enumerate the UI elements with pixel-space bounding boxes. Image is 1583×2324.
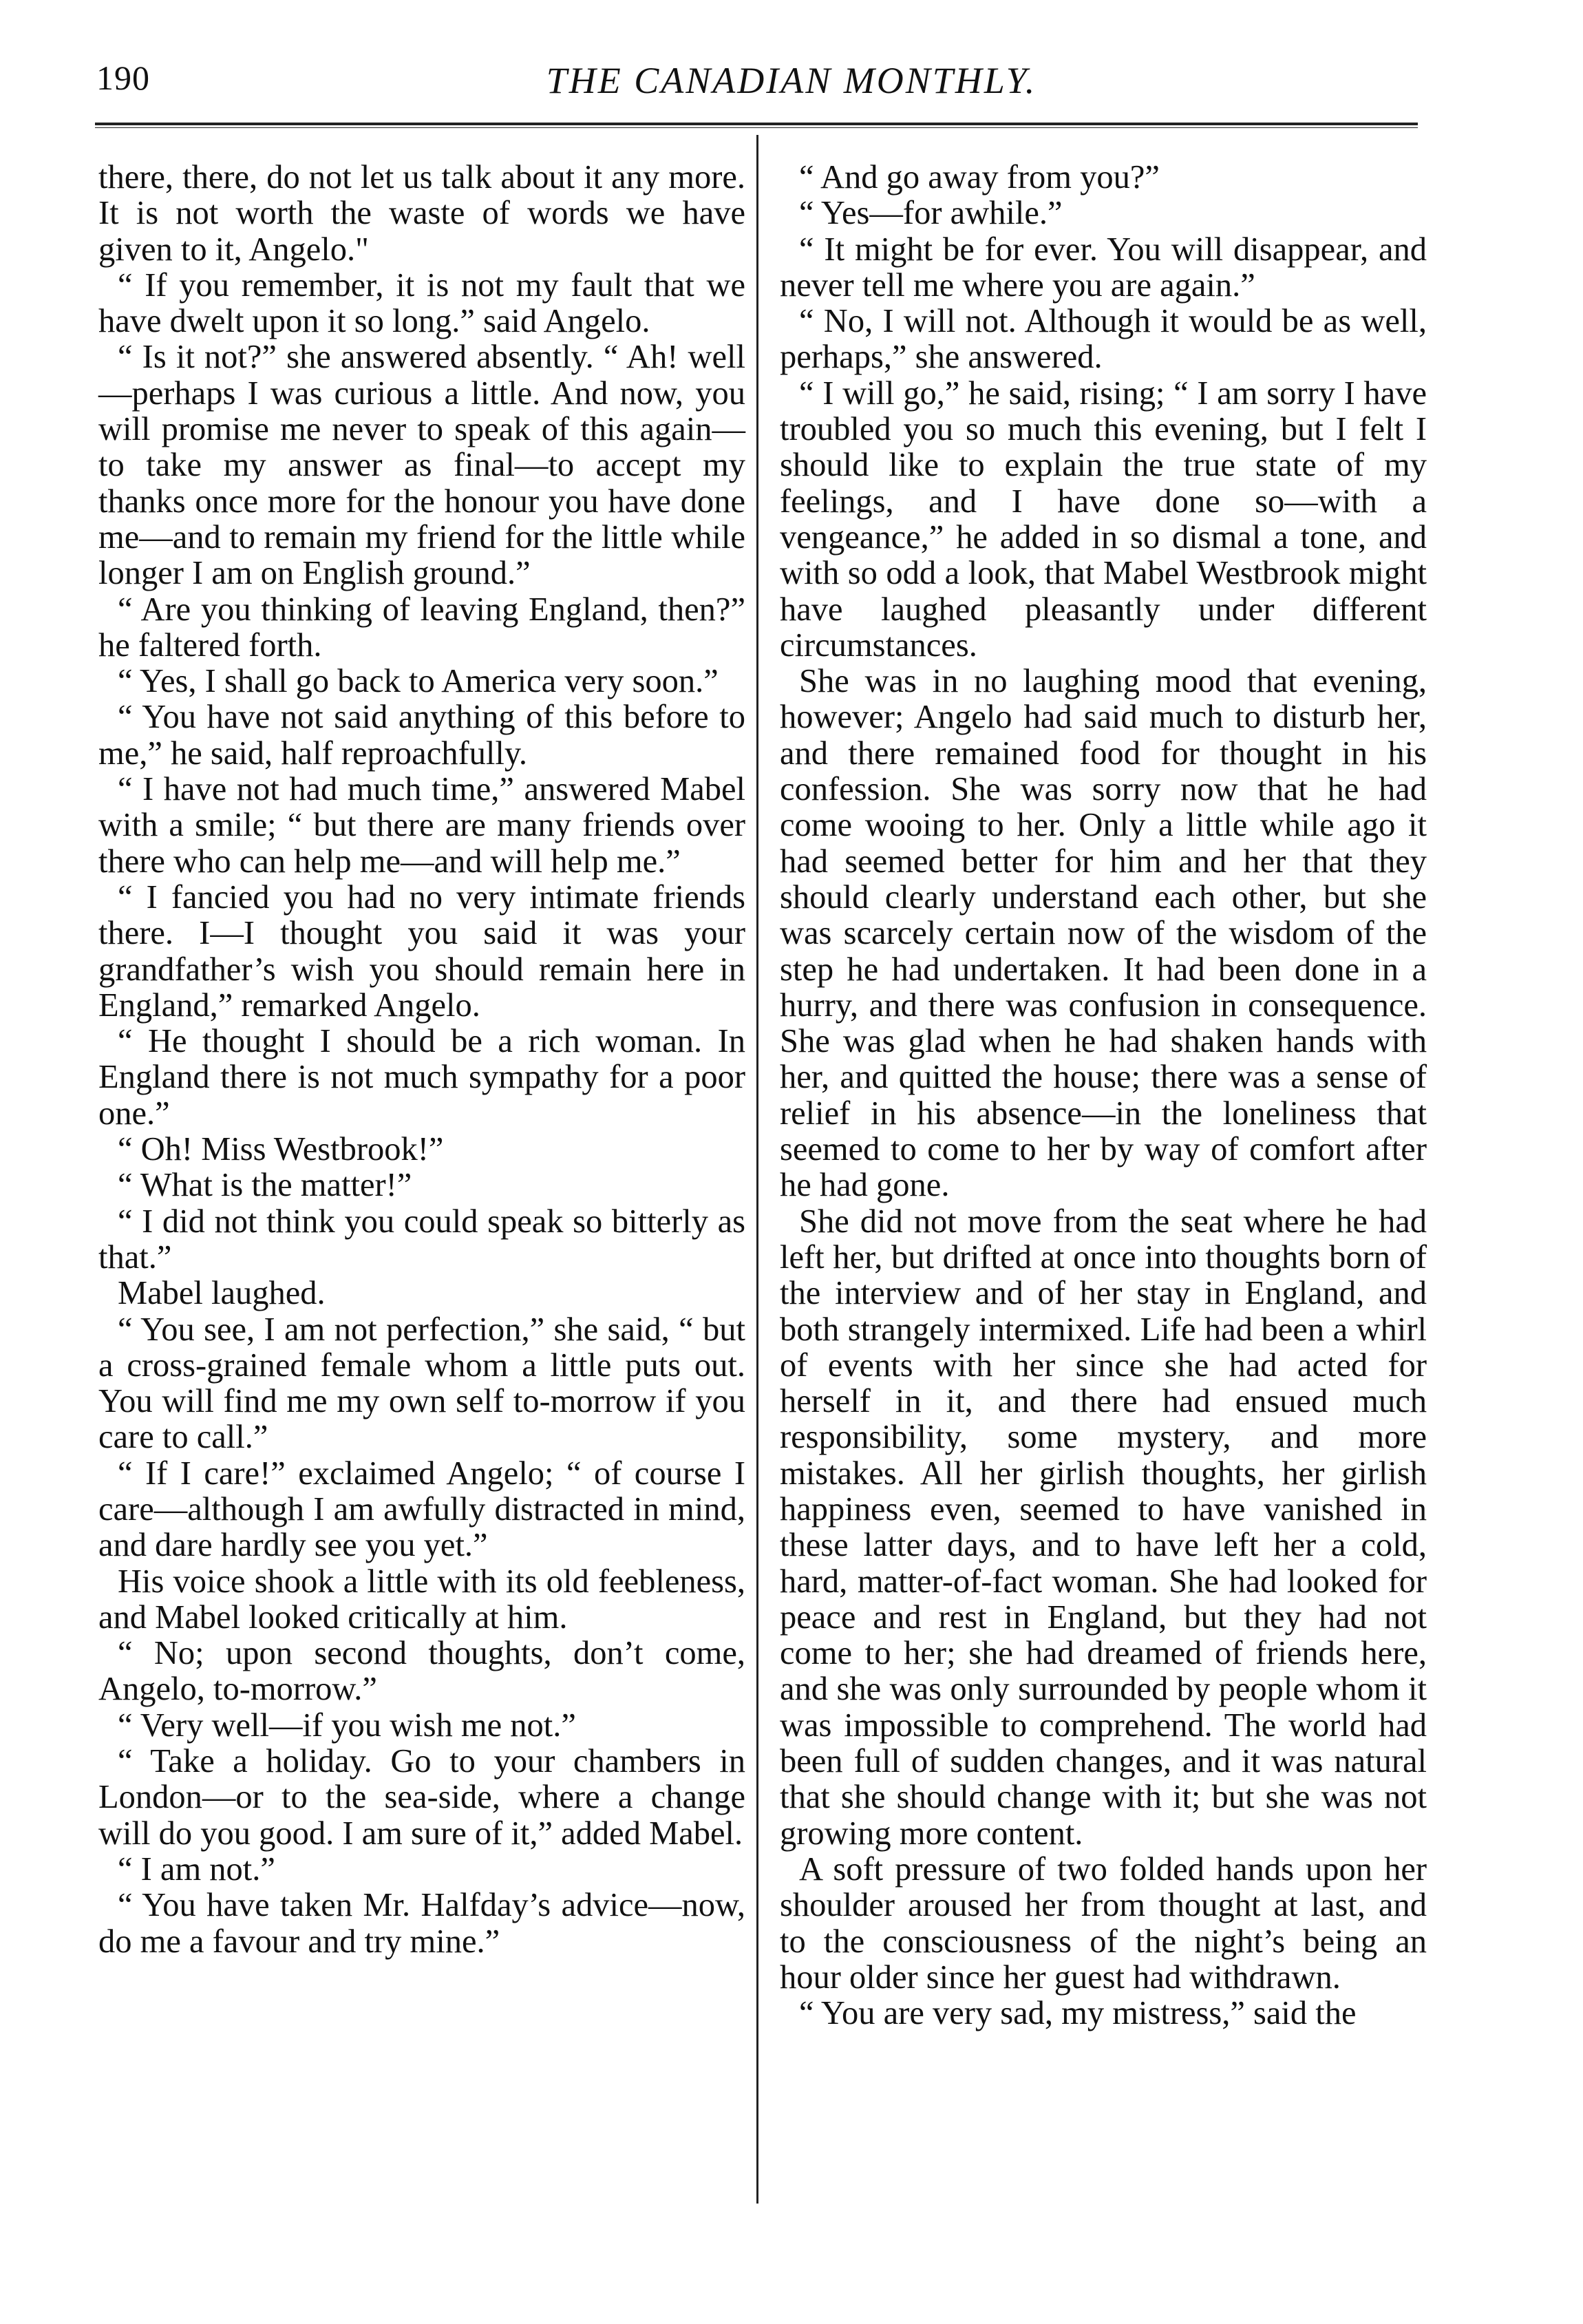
paragraph: “ You have taken Mr. Halfday’s advice—now, do me a favour and try mine.” — [98, 1887, 745, 1960]
paragraph: His voice shook a little with its old feebleness, and Mabel looked critically at him. — [98, 1563, 745, 1636]
paragraph: “ No, I will not. Although it would be as well, perhaps,” she answered. — [780, 303, 1427, 376]
paragraph: there, there, do not let us talk about it any more. It is not worth the waste of words we have given to it, Angelo." — [98, 159, 745, 268]
paragraph: “ I fancied you had no very intimate friends there. I—I thought you said it was your grandfather’s wish you should remain here in England,” remarked Angelo. — [98, 878, 745, 1024]
paragraph: “ Yes, I shall go back to America very soon.” — [118, 663, 719, 700]
right-column — [780, 160, 1427, 2031]
paragraph: “ Oh! Miss Westbrook!” — [118, 1131, 444, 1168]
column-divider — [756, 135, 758, 2204]
paragraph: Mabel laughed. — [118, 1275, 326, 1312]
paragraph: “ You see, I am not perfection,” she said, “ but a cross-grained female whom a little puts out. You will find me my own self to-morrow if you care to call.” — [98, 1311, 745, 1456]
page-number: 190 — [96, 59, 150, 97]
paragraph: “ He thought I should be a rich woman. In England there is not much sympathy for a poor one.” — [98, 1023, 745, 1132]
paragraph: “ And go away from you?” — [799, 159, 1160, 196]
paragraph: She was in no laughing mood that evening, however; Angelo had said much to disturb her, and there remained food for thought in his confession. She was sorry now that he had come wooing to her. Only a little while ago it had seemed better for him and her that they should clearly understand each other, but she was scarcely certain now of the wisdom of the step he had undertaken. It had been done in a hurry, and there was confusion in consequence. She was glad when he had shaken hands with her, and quitted the house; there was a sense of relief in his absence—in the loneliness that seemed to come to her by way of comfort after he had gone. — [780, 663, 1427, 1204]
running-head: THE CANADIAN MONTHLY. — [546, 60, 1037, 101]
paragraph: “ I will go,” he said, rising; “ I am sorry I have troubled you so much this evening, but I felt I should like to explain the true state of my feelings, and I have done so—with a vengeance,” he added in so dismal a tone, and with so odd a look, that Mabel Westbrook might have laughed pleasantly under different circumstances. — [780, 374, 1427, 664]
paragraph: “ No; upon second thoughts, don’t come, Angelo, to-morrow.” — [98, 1635, 745, 1708]
paragraph: “ Yes—for awhile.” — [799, 195, 1063, 232]
paragraph: She did not move from the seat where he had left her, but drifted at once into thoughts born of the interview and of her stay in England, and both strangely intermixed. Life had been a whirl of events with her since she had acted for herself in it, and there had ensued much responsibility, some mystery, and more mistakes. All her girlish thoughts, her girlish happiness even, seemed to have vanished in these latter days, and to have left her a cold, hard, matter-of-fact woman. She had looked for peace and rest in England, but they had not come to her; she had dreamed of friends here, and she was only surrounded by people whom it was impossible to comprehend. The world had been full of sudden changes, and it was natural that she should change with it; but she was not growing more content. — [780, 1203, 1427, 1852]
paragraph: “ You have not said anything of this before to me,” he said, half reproachfully. — [98, 699, 745, 772]
header-rule — [95, 123, 1418, 128]
paragraph: “ I am not.” — [118, 1850, 275, 1888]
paragraph: “ What is the matter!” — [118, 1167, 412, 1204]
paragraph: “ It might be for ever. You will disappear, and never tell me where you are again.” — [780, 231, 1427, 304]
paragraph: “ I did not think you could speak so bitterly as that.” — [98, 1203, 745, 1276]
paragraph: A soft pressure of two folded hands upon her shoulder aroused her from thought at last, and to the consciousness of the night’s being an hour older since her guest had withdrawn. — [780, 1850, 1427, 1996]
paragraph: “ Is it not?” she answered absently. “ Ah! well—perhaps I was curious a little. And now, you will promise me never to speak of this again—to take my answer as final—to accept my thanks once more for the honour you have done me—and to remain my friend for the little while longer I am on English ground.” — [98, 339, 745, 592]
paragraph: “ Very well—if you wish me not.” — [118, 1707, 576, 1744]
paragraph: “ I have not had much time,” answered Mabel with a smile; “ but there are many friends over there who can help me—and will help me.” — [98, 771, 745, 880]
paragraph: “ Take a holiday. Go to your chambers in London—or to the sea-side, where a change will do you good. I am sure of it,” added Mabel. — [98, 1743, 745, 1852]
paragraph: “ Are you thinking of leaving England, then?” he faltered forth. — [98, 591, 745, 664]
paragraph: “ You are very sad, my mistress,” said the — [799, 1995, 1357, 2032]
left-column — [98, 160, 745, 1960]
paragraph: “ If you remember, it is not my fault that we have dwelt upon it so long.” said Angelo. — [98, 266, 745, 340]
paragraph: “ If I care!” exclaimed Angelo; “ of course I care—although I am awfully distracted in mind, and dare hardly see you yet.” — [98, 1455, 745, 1564]
